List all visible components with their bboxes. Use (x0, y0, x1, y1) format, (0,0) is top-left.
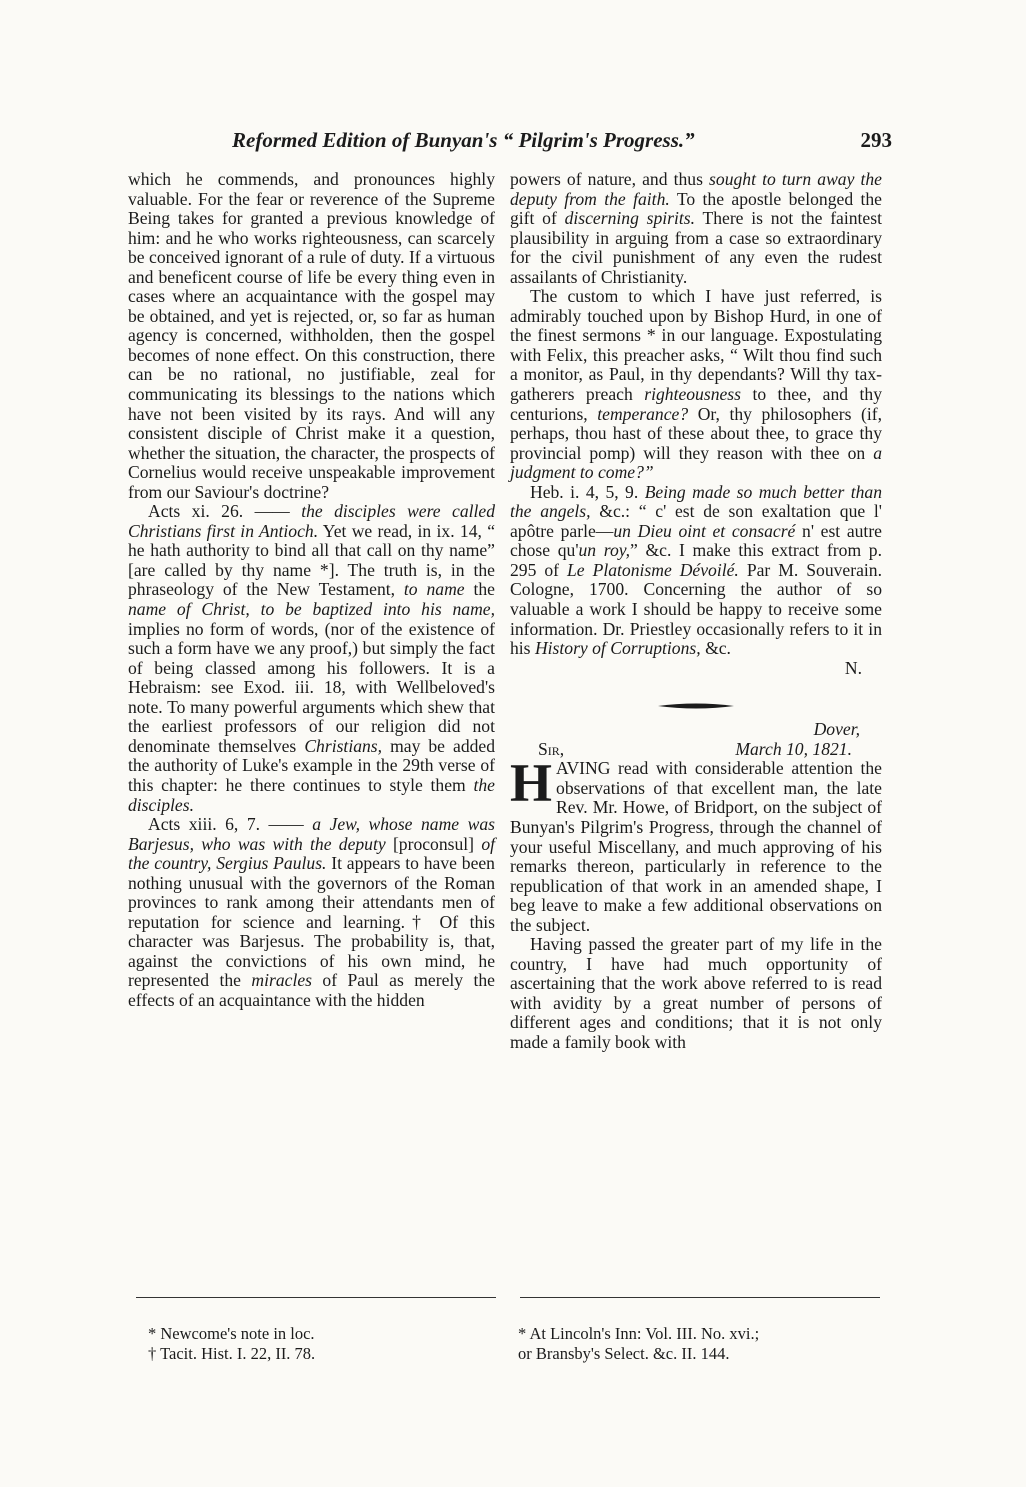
drop-cap: H (510, 753, 553, 814)
scripture-reference: Heb. i. 4, 5, 9. (530, 481, 639, 502)
emphasis: name of Christ, to be baptized into his name, (128, 599, 495, 620)
book-title: Le Platonisme Dévoilé. (567, 559, 739, 580)
page-number: 293 (860, 128, 892, 152)
paragraph (510, 753, 882, 935)
paragraph (510, 483, 882, 659)
text: may be added the authority of Luke's example in the 29th verse of this chapter: he there continues to style them (128, 735, 496, 795)
text: &c. (705, 638, 731, 659)
text: read with considerable attention the observations of that excellent man, the late Rev. Mr. Howe, of Bridport, on the subject of Bunyan's Pilgrim's Progress, through the channel of your useful Miscellany, and much approving of his remarks thereon, particularly in reference to the republication of that work in an amended shape, I beg leave to make a few additional observations on the subject. (510, 758, 882, 935)
opening-caps: AVING (556, 758, 611, 779)
running-head (232, 128, 892, 158)
text: implies no form of words, (nor of the existence of such a form have we any proof,) but simply the fact of being classed among his followers. It is a Hebraism: see Exod. iii. 18, with Wellbeloved's note. To many powerful arguments which shew that the earliest professors of our religion did not denominate themselves (128, 618, 495, 756)
text: powers of nature, and thus (510, 169, 703, 189)
text: It appears to have been nothing unusual with the governors of the Roman provinces to rank among their attendants men of reputation for science and learning.† Of this character was Barjesus. The probability is, that, against the convictions of his own mind, he represented the (128, 853, 495, 991)
left-column (128, 170, 495, 1011)
footnote: * At Lincoln's Inn: Vol. III. No. xvi.; (518, 1324, 760, 1343)
paragraph (128, 815, 495, 1010)
emphasis: miracles (251, 970, 312, 991)
footnote: or Bransby's Select. &c. II. 144. (518, 1344, 730, 1363)
emphasis: of the country, Sergius Paulus. (128, 833, 495, 874)
emphasis: to name (403, 579, 465, 600)
emphasis: un Dieu oint et consacré (613, 520, 796, 541)
section-divider-ornament (656, 700, 736, 712)
emphasis: discerning spirits. (564, 208, 696, 229)
text: of Paul as merely the effects of an acquaintance with the hidden (128, 970, 495, 1010)
paragraph: Having passed the greater part of my life in the country, I have had much opportunity of ascertaining that the work above referred to is read with avidity by a great number of persons of different ages and conditions; that it is not only made a family book with (510, 934, 882, 1052)
text: Or, thy philosophers (if, perhaps, thou hast of these about thee, to grace thy provincial pomp) will they reason with thee on (510, 403, 883, 463)
text: to thee, and thy centurions, (510, 384, 882, 424)
text: Par M. Souverain. Cologne, 1700. Concerning the author of so valuable a work I should be happy to receive some information. Dr. Priestley occasionally refers to it in his (510, 559, 882, 659)
emphasis: sought to turn away the deputy from the faith. (510, 169, 882, 209)
text: The custom to which I have just referred, is admirably touched upon by Bishop Hurd, in one of the finest sermons * in our language. Expostulating with Felix, this preacher asks, “ Wilt thou find such a monitor, as Paul, in thy dependants? Will thy tax-gatherers preach (510, 286, 882, 405)
paragraph (510, 287, 882, 482)
text: To the apostle belonged the gift of (510, 188, 882, 229)
footnote-rule (520, 1297, 880, 1298)
salutation: Sir, (538, 738, 565, 759)
text: There is not the faintest plausibility in arguing from a case so extraordinary for the civil punishment of any even the rudest assailants of Christianity. (510, 208, 882, 287)
dash: —— (254, 501, 290, 522)
footnote: † Tacit. Hist. I. 22, II. 78. (148, 1344, 316, 1363)
text: &c.: “ c' est de son exaltation que l' apôtre parle— (510, 501, 882, 541)
scripture-reference: Acts xi. 26. (148, 501, 244, 522)
text: n' est autre chose qu' (510, 520, 882, 561)
footnote: * Newcome's note in loc. (148, 1324, 315, 1343)
right-column (510, 170, 882, 1053)
emphasis: righteousness (644, 384, 741, 405)
dash: —— (268, 814, 304, 835)
text: Yet we read, in ix. 14, “ he hath authority to bind all that call on thy name” [are called by thy name *]. The truth is, in the phraseology of the New Testament, (128, 520, 496, 600)
text: the (473, 579, 495, 600)
text: ” &c. I make this extract from p. 295 of (510, 540, 882, 580)
emphasis: a judgment to come?” (510, 442, 882, 483)
scripture-quote: a Jew, whose name was Barjesus, who was with the deputy (128, 814, 495, 854)
letter-date: March 10, 1821. (735, 738, 852, 759)
emphasis: the disciples. (128, 774, 495, 815)
scripture-quote: Being made so much better than the angels, (510, 481, 882, 522)
footnotes-right (518, 1324, 888, 1364)
footnotes-left (148, 1324, 488, 1364)
paragraph: which he commends, and pronounces highly valuable. For the fear or reverence of the Supreme Being takes for granted a previous knowledge of him: and he who works righteousness, can scarcely be conceived ignorant of a rule of duty. If a virtuous and beneficent course of life be every thing even in cases where an acquaintance with the gospel may be obtained, and yet is rejected, or, so far as human agency is concerned, withholden, then the gospel becomes of none effect. On this construction, there can be no rational, no justifiable, zeal for communicating its blessings to the nations which have not been visited by its rays. And will any consistent disciple of Christ make it a question, whether the situation, the character, the prospects of Cornelius would receive unspeakable improvement from our Saviour's doctrine? (128, 169, 495, 502)
scripture-reference: Acts xiii. 6, 7. (148, 814, 261, 835)
text: [proconsul] (392, 833, 475, 854)
paragraph (128, 502, 495, 815)
emphasis: temperance? (597, 403, 689, 424)
emphasis: Christians, (304, 735, 383, 756)
emphasis: un roy, (578, 540, 630, 561)
running-title: Reformed Edition of Bunyan's “ Pilgrim's Progress.” (232, 128, 695, 152)
signature: N. (844, 657, 862, 678)
letter-place: Dover, (813, 719, 860, 740)
footnote-rule (136, 1297, 496, 1298)
scripture-quote: the disciples were called Christians first in Antioch. (128, 501, 496, 541)
paragraph (510, 170, 882, 287)
book-title: History of Corruptions, (534, 638, 701, 659)
letter-header (510, 740, 882, 760)
